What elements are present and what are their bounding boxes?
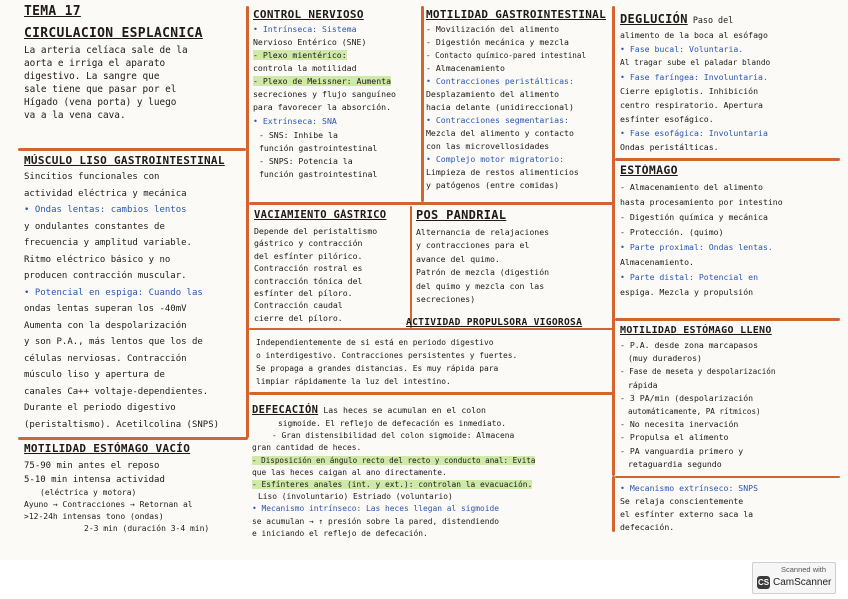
rule-estomago-bottom [615,318,840,321]
text-line: • Potencial en espiga: Cuando las [24,287,203,298]
text-line: secreciones) [416,294,476,305]
text-line: • Complejo motor migratorio: [426,154,565,164]
motilidad-title: MOTILIDAD GASTROINTESTINAL [426,8,606,21]
text-line: - Almacenamiento [426,63,505,73]
text-line: Limpieza de restos alimenticios [426,167,579,177]
text-line: Depende del peristaltismo [254,226,378,236]
text-line: - P.A. desde zona marcapasos [620,340,759,350]
text-line: gástrico y contracción [254,238,363,249]
text-line: Almacenamiento. [620,257,694,267]
rule-musculo-bottom [18,437,248,440]
text-line: centro respiratorio. Apertura [620,100,763,110]
text-line: Alternancia de relajaciones [416,227,550,237]
control-text [253,23,419,181]
deglucion-subtitle: Paso del [692,15,734,25]
rule-degl-bottom [615,158,840,161]
text-line: esfínter esofágico. [620,114,714,124]
text-line: Nervioso Entérico (SNE) [253,37,367,47]
text-line [253,49,419,62]
text-line [252,479,614,491]
rule-mid-vertical [421,6,424,202]
text-line: hasta procesamiento por intestino [620,197,783,207]
rule-defec-bottom [615,476,840,478]
text-line: contracción tónica del [254,275,363,286]
highlight: - Plexo de Meissner: Aumenta [253,76,392,86]
text-line: Sincitios funcionales con [24,172,160,182]
text-line: - Fase de meseta y despolarización [620,367,776,377]
text-line: Cierre epiglotis. Inhibición [620,86,759,96]
pospandrial-text [416,226,610,306]
text-line: • Mecanismo intrínseco: Las heces llegan al sigmoide [252,504,500,514]
text-line: • Mecanismo extrínseco: SNPS [620,483,759,493]
propulsora-title: ACTIVIDAD PROPULSORA VIGOROSA [406,317,583,328]
text-line: • Ondas lentas: cambios lentos [24,205,187,215]
defecacion-title: DEFECACIÓN [252,404,319,416]
text-line: • Parte distal: Potencial en [620,272,759,282]
text-line: - Digestión química y mecánica [620,212,768,222]
motilidad-text [426,23,612,192]
text-line: - SNPS: Potencia la [259,156,353,166]
text-line: Aumenta con la despolarización [24,320,187,331]
text-line: función gastrointestinal [259,143,378,153]
text-line: sigmoide. El reflejo de defecación es inmediato. [278,419,507,428]
section-mecanismo-extrinseco [620,482,844,544]
text-line: el esfínter externo saca la [620,509,754,519]
section-motilidad [426,8,612,200]
estomago-vacio-text [24,459,246,535]
text-line: para favorecer la absorción. [253,102,392,112]
text-line: Al tragar sube el paladar blando [620,58,771,67]
text-line: • Intrínseca: Sistema [253,24,357,34]
scanner-badge-caption: Scanned with [781,565,827,574]
text-line: digestivo. La sangre que [24,71,160,82]
text-line: controla la motilidad [253,63,357,73]
text-line: células nerviosas. Contracción [24,353,187,364]
section-deglucion [620,8,842,156]
text-line: (eléctrica y motora) [40,488,137,497]
section-vaciamiento [254,209,410,327]
text-line: músculo liso y apertura de [24,370,165,380]
musculo-text [24,169,244,433]
text-line: Durante el periodo digestivo [24,403,176,413]
section-pospandrial [416,209,610,313]
text-line: Liso (involuntario) Estriado (voluntario) [258,492,453,502]
text-line: Hígado (vena porta) y luego [24,97,177,108]
rule-control-motil-bottom [249,202,613,205]
text-line: - PA vanguardia primero y [620,445,744,456]
text-line: defecación. [620,522,675,532]
text-line: - Propulsa el alimento [620,432,729,443]
rule-left-vertical [246,6,249,438]
section-estomago-lleno [620,324,842,474]
text-line: cierre del píloro. [254,312,343,323]
text-line: avance del quimo. [416,253,500,264]
text-line: Independientemente de si está en periodo digestivo [256,338,494,347]
highlight: - Disposición en ángulo recto del recto y conducto anal: Evita [252,455,536,465]
propulsora-text [256,336,612,388]
text-line: Ondas peristálticas. [620,142,719,152]
text-line: actividad eléctrica y mecánica [24,188,187,199]
text-line: e iniciando el reflejo de defecación. [252,528,428,538]
text-line: frecuencia y amplitud variable. [24,238,192,248]
text-line: - Digestión mecánica y mezcla [426,37,569,47]
text-line: va a la vena cava. [24,110,126,121]
circulacion-title: CIRCULACIÓN ESPLÁCNICA [24,26,203,41]
control-title: CONTROL NERVIOSO [253,8,364,21]
estomago-title: ESTÓMAGO [620,164,678,177]
text-line: gran cantidad de heces. [252,443,362,453]
text-line: Ritmo eléctrico básico y no [24,254,171,265]
text-line: producen contracción muscular. [24,271,187,281]
section-estomago-vacio [24,442,246,552]
section-propulsora [256,316,612,392]
text-line: Ayuno → Contracciones → Retornan al [24,500,193,509]
estomago-lleno-title: MOTILIDAD ESTÓMAGO LLENO [620,325,772,336]
text-line: rápida [628,379,658,390]
text-line: Se propaga a grandes distancias. Es muy rápida para [256,364,499,373]
scanner-badge [752,562,836,594]
camscanner-logo-icon: CS [757,578,770,587]
rule-circ-bottom [18,148,246,151]
vaciamiento-text [254,225,410,324]
text-line: >12-24h intensas tono (ondas) [24,512,164,521]
section-defecacion [252,398,614,546]
text-line: • Contracciones peristálticas: [426,76,574,86]
text-line: • Extrínseca: SNA [253,116,337,126]
text-line: (peristaltismo). Acetilcolina (SNPS) [24,419,220,430]
text-line: Contracción rostral es [254,263,363,274]
text-line: y son P.A., más lentos que los de [24,337,203,347]
text-line: que las heces caigan al ano directamente. [252,467,447,477]
text-line: - Contacto químico-pared intestinal [426,51,587,60]
text-line: - Almacenamiento del alimento [620,182,763,192]
text-line: esfínter del píloro. [254,288,353,299]
text-line: - Movilización del alimento [426,24,560,34]
text-line: Contracción caudal [254,300,343,311]
page-title-box [24,4,224,24]
text-line: del quimo y mezcla con las [416,280,545,291]
text-line: canales Ca++ voltaje-dependientes. [24,386,209,397]
text-line: alimento de la boca al esófago [620,30,768,40]
rule-propulsora-bottom [249,392,613,395]
pospandrial-title: POS PANDRIAL [416,209,507,222]
text-line: La arteria celíaca sale de la [24,45,188,56]
page-title: TEMA 17 [24,4,81,19]
text-line: • Contracciones segmentarias: [426,115,569,125]
rule-vac-right [410,206,412,328]
text-line: o interdigestivo. Contracciones persistentes y fuertes. [256,351,518,360]
text-line: 5-10 min intensa actividad [24,475,165,485]
estomago-lleno-text [620,339,842,471]
text-line: secreciones y flujo sanguíneo [253,89,396,99]
text-line: Mezcla del alimento y contacto [426,128,574,138]
text-line: Se relaja conscientemente [620,496,744,506]
text-line: sale tiene que pasar por el [24,84,177,95]
section-estomago [620,164,842,316]
highlight: - Plexo mientérico: [253,50,347,60]
text-line: y contracciones para el [416,240,530,251]
deglucion-text [620,28,842,154]
musculo-title: MÚSCULO LISO GASTROINTESTINAL [24,154,225,167]
text-line: - 3 PA/min (despolarización [620,392,754,403]
defecacion-subtitle: Las heces se acumulan en el colon [323,405,486,415]
section-circulacion [24,26,244,146]
section-control [253,8,419,200]
text-line: - Gran distensibilidad del colon sigmoide: Almacena [272,431,515,441]
text-line: y patógenos (entre comidas) [426,180,560,190]
estomago-vacio-title: MOTILIDAD ESTÓMAGO VACÍO [24,442,191,455]
text-line: ondas lentas superan los -40mV [24,304,187,314]
text-line: (muy duraderos) [628,353,702,364]
mecanismo-extrinseco-text [620,482,844,534]
text-line [253,75,419,88]
text-line: hacia delante (unidireccional) [426,102,574,112]
vaciamiento-title: VACIAMIENTO GÁSTRICO [254,209,387,221]
text-line: espiga. Mezcla y propulsión [620,287,754,297]
text-line: se acumulan → ↑ presión sobre la pared, distendiendo [252,516,500,526]
text-line: con las microvellosidades [426,141,550,151]
text-line: • Fase faríngea: Involuntaria. [620,72,768,82]
defecacion-heading [252,398,614,417]
text-line [252,455,614,467]
text-line: • Parte proximal: Ondas lentas. [620,242,773,252]
text-line: Desplazamiento del alimento [426,89,560,99]
deglucion-heading [620,8,842,27]
circulacion-text [24,44,244,122]
deglucion-title: DEGLUCIÓN [620,12,688,26]
text-line: - No necesita inervación [620,419,739,430]
text-line: limpiar rápidamente la luz del intestino. [256,377,451,386]
text-line: del esfínter pilórico. [254,250,363,261]
text-line: automáticamente, PA rítmicos) [628,407,761,417]
text-line: y ondulantes constantes de [24,221,165,232]
text-line: 75-90 min antes el reposo [24,461,160,471]
text-line: - Protección. (quimo) [620,227,724,237]
highlight: - Esfínteres anales (int. y ext.): controlan la evacuación. [252,480,533,490]
text-line: - SNS: Inhibe la [259,130,338,140]
estomago-text [620,180,842,300]
text-line: • Fase bucal: Voluntaria. [620,44,744,54]
text-line: 2-3 min (duración 3-4 min) [84,524,210,533]
text-line: aorta e irriga el aparato [24,58,166,69]
section-musculo [24,154,244,436]
scanner-badge-name: CamScanner [773,577,832,588]
text-line: Patrón de mezcla (digestión [416,267,550,278]
text-line: • Fase esofágica: Involuntaria [620,128,768,138]
text-line: función gastrointestinal [259,169,378,179]
text-line: retaguardia segundo [628,458,722,469]
defecacion-text [252,418,614,540]
